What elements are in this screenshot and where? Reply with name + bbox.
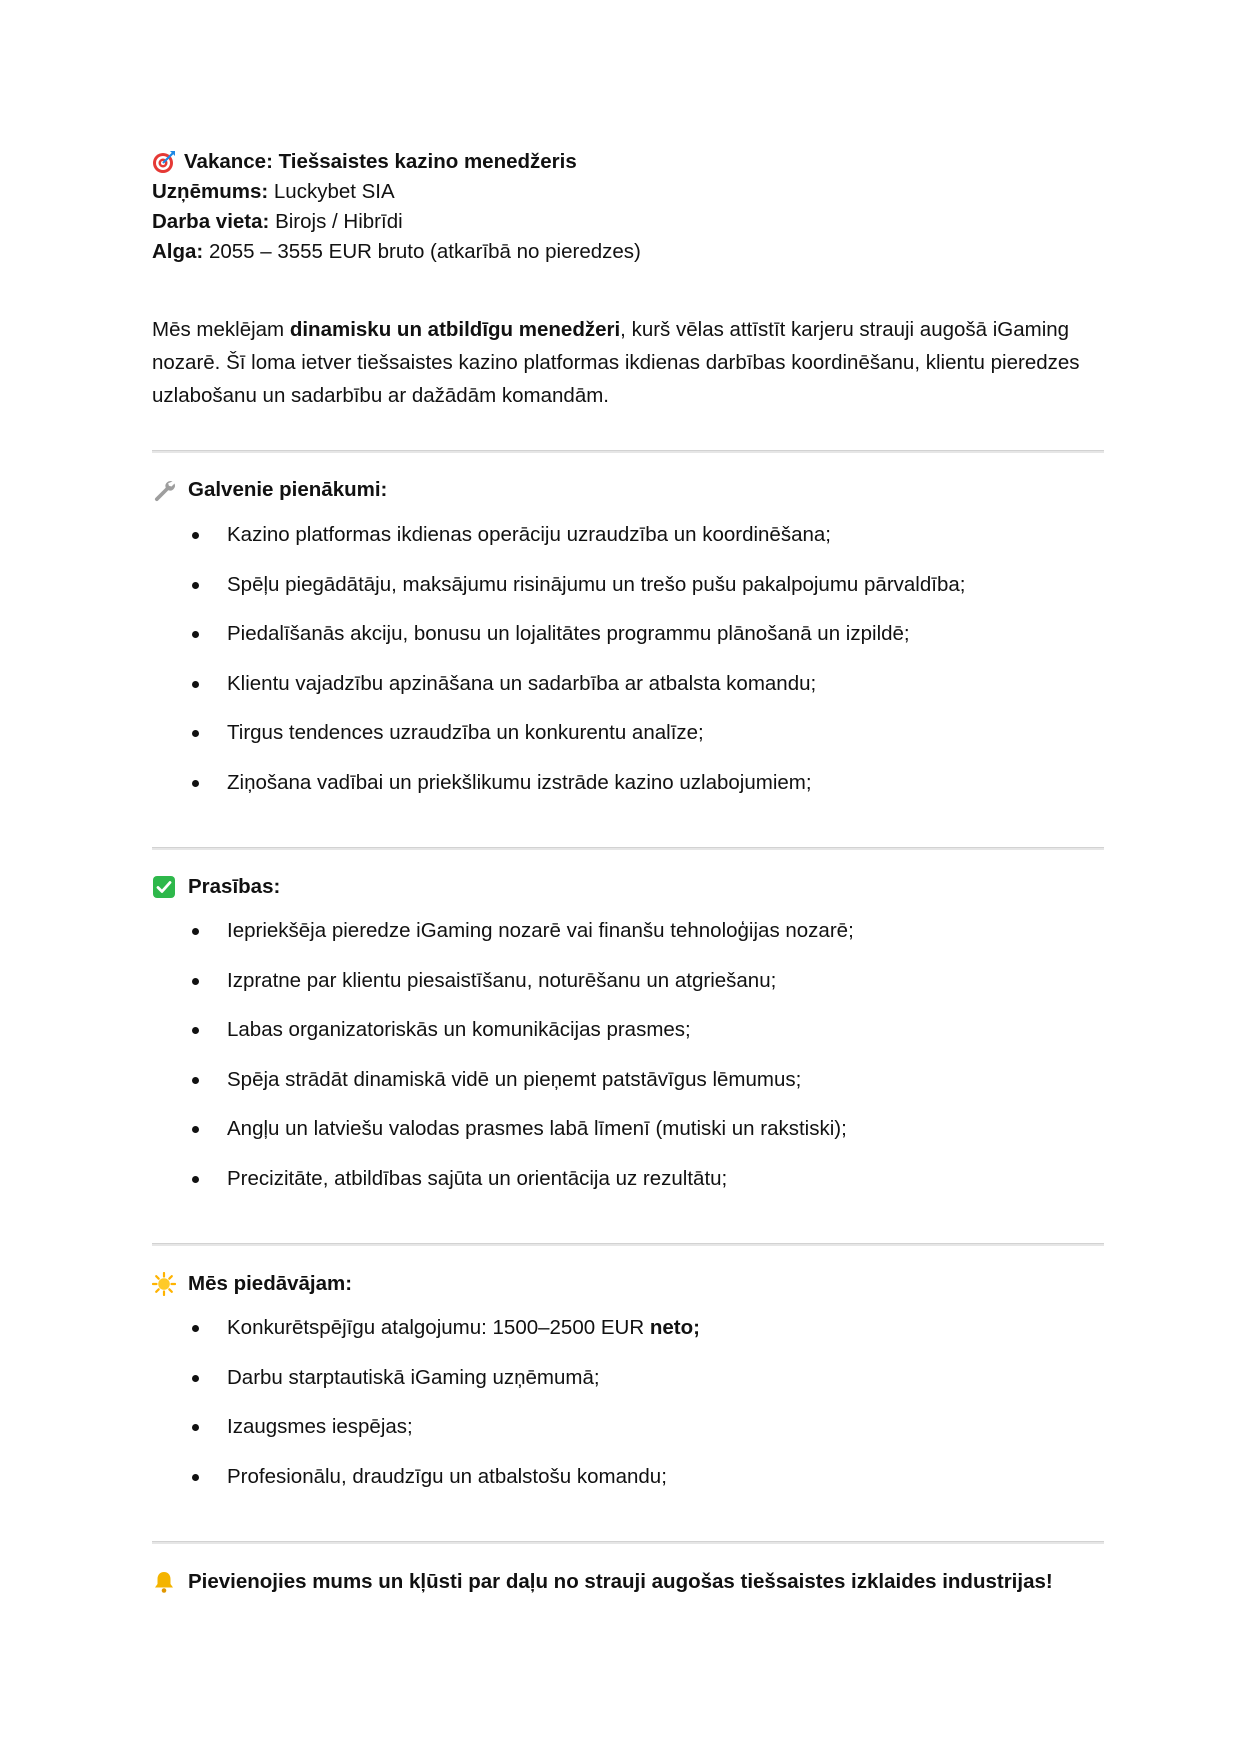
- bullet: [192, 532, 199, 539]
- bullet: [192, 730, 199, 737]
- bullet: [192, 1474, 199, 1481]
- intro-text: , kurš vēlas attīstīt karjeru strauji augošā iGaming nozarē. Šī loma ietver tiešsaistes kazino platformas ikdienas darbības koordinēšanu, klientu pieredzes uzlabošanu un sadarbību ar dažādām komandām.: [152, 318, 1080, 407]
- section-heading-text: Mēs piedāvājam:: [188, 1272, 353, 1295]
- list-item: [152, 1316, 1104, 1366]
- list-item-text: Izaugsmes iespējas;: [227, 1415, 413, 1438]
- meta-value: 2055 – 3555 EUR bruto (atkarībā no pieredzes): [208, 240, 641, 263]
- intro-emphasis: dinamisku un atbildīgu menedžeri: [289, 318, 621, 341]
- closing-line: [152, 1570, 1053, 1594]
- list-item-text: Piedalīšanās akciju, bonusu un lojalitātes programmu plānošanā un izpildē;: [227, 622, 910, 645]
- meta-value: Birojs / Hibrīdi: [275, 210, 403, 233]
- target-icon: [152, 150, 176, 174]
- bullet: [192, 1375, 199, 1382]
- list-item-emphasis: neto;: [649, 1316, 700, 1339]
- list-item-text: Kazino platformas ikdienas operāciju uzraudzība un koordinēšana;: [227, 523, 831, 546]
- list-item: [152, 672, 1104, 722]
- bullet: [192, 681, 199, 688]
- offer-heading: [152, 1272, 352, 1296]
- list-item: [152, 1068, 1104, 1118]
- section-divider: [152, 847, 1104, 850]
- bullet: [192, 1077, 199, 1084]
- list-item: [152, 1465, 1104, 1515]
- requirements-heading: [152, 875, 280, 899]
- list-item: [152, 1415, 1104, 1465]
- bullet: [192, 631, 199, 638]
- meta-label: Alga:: [152, 240, 204, 263]
- list-item: [152, 919, 1104, 969]
- wrench-icon: [152, 478, 176, 502]
- meta-location: [152, 210, 403, 234]
- list-item-text: Tirgus tendences uzraudzība un konkurentu analīze;: [227, 721, 704, 744]
- list-item-text: Precizitāte, atbildības sajūta un orientācija uz rezultātu;: [227, 1166, 728, 1190]
- list-item-text: Iepriekšēja pieredze iGaming nozarē vai finanšu tehnoloģijas nozarē;: [227, 919, 854, 942]
- bullet: [192, 1027, 199, 1034]
- section-divider: [152, 1541, 1104, 1544]
- list-item-text: Konkurētspējīgu atalgojumu: 1500–2500 EUR: [227, 1316, 650, 1339]
- list-item: [152, 1167, 1104, 1217]
- offer-list: [152, 1316, 1104, 1514]
- bullet: [192, 1176, 199, 1183]
- list-item-text: Profesionālu, draudzīgu un atbalstošu komandu;: [227, 1464, 667, 1488]
- section-heading-text: Prasības:: [188, 875, 281, 898]
- bell-icon: [152, 1570, 176, 1594]
- bullet: [192, 1126, 199, 1133]
- meta-salary: [152, 240, 641, 264]
- bullet: [192, 978, 199, 985]
- bullet: [192, 780, 199, 787]
- list-item: [152, 622, 1104, 672]
- list-item: [152, 1018, 1104, 1068]
- list-item-text: Darbu starptautiskā iGaming uzņēmumā;: [227, 1365, 600, 1389]
- list-item-text: Klientu vajadzību apzināšana un sadarbība ar atbalsta komandu;: [227, 671, 817, 695]
- closing-text: Pievienojies mums un kļūsti par daļu no strauji augošas tiešsaistes izklaides industrijas!: [188, 1570, 1053, 1593]
- bullet: [192, 928, 199, 935]
- sun-icon: [152, 1272, 176, 1296]
- list-item: [152, 969, 1104, 1019]
- bullet: [192, 1325, 199, 1332]
- list-item-text: Angļu un latviešu valodas prasmes labā līmenī (mutiski un rakstiski);: [227, 1117, 847, 1140]
- list-item-text: Ziņošana vadībai un priekšlikumu izstrāde kazino uzlabojumiem;: [227, 770, 812, 794]
- meta-label: Darba vieta:: [152, 210, 270, 233]
- list-item: [152, 573, 1104, 623]
- requirements-list: [152, 919, 1104, 1216]
- list-item-text: Spēļu piegādātāju, maksājumu risinājumu un trešo pušu pakalpojumu pārvaldība;: [227, 572, 966, 596]
- bullet: [192, 582, 199, 589]
- list-item: [152, 721, 1104, 771]
- section-heading-text: Galvenie pienākumi:: [188, 478, 388, 501]
- meta-company: [152, 180, 395, 204]
- list-item-text: Spēja strādāt dinamiskā vidē un pieņemt patstāvīgus lēmumus;: [227, 1067, 802, 1091]
- list-item-text: Labas organizatoriskās un komunikācijas prasmes;: [227, 1018, 691, 1041]
- responsibilities-list: [152, 523, 1104, 820]
- list-item: [152, 523, 1104, 573]
- intro-text: Mēs meklējam: [152, 318, 290, 341]
- page-title: [152, 150, 577, 174]
- responsibilities-heading: [152, 478, 387, 502]
- meta-label: Uzņēmums:: [152, 180, 269, 203]
- list-item-text: Izpratne par klientu piesaistīšanu, noturēšanu un atgriešanu;: [227, 968, 777, 992]
- list-item: [152, 1366, 1104, 1416]
- title-text: Vakance: Tiešsaistes kazino menedžeris: [184, 150, 577, 173]
- bullet: [192, 1424, 199, 1431]
- list-item: [152, 1117, 1104, 1167]
- meta-value: Luckybet SIA: [273, 180, 395, 203]
- section-divider: [152, 450, 1104, 453]
- check-box-icon: [152, 875, 176, 899]
- intro-paragraph: [152, 313, 1104, 412]
- section-divider: [152, 1243, 1104, 1246]
- list-item: [152, 771, 1104, 821]
